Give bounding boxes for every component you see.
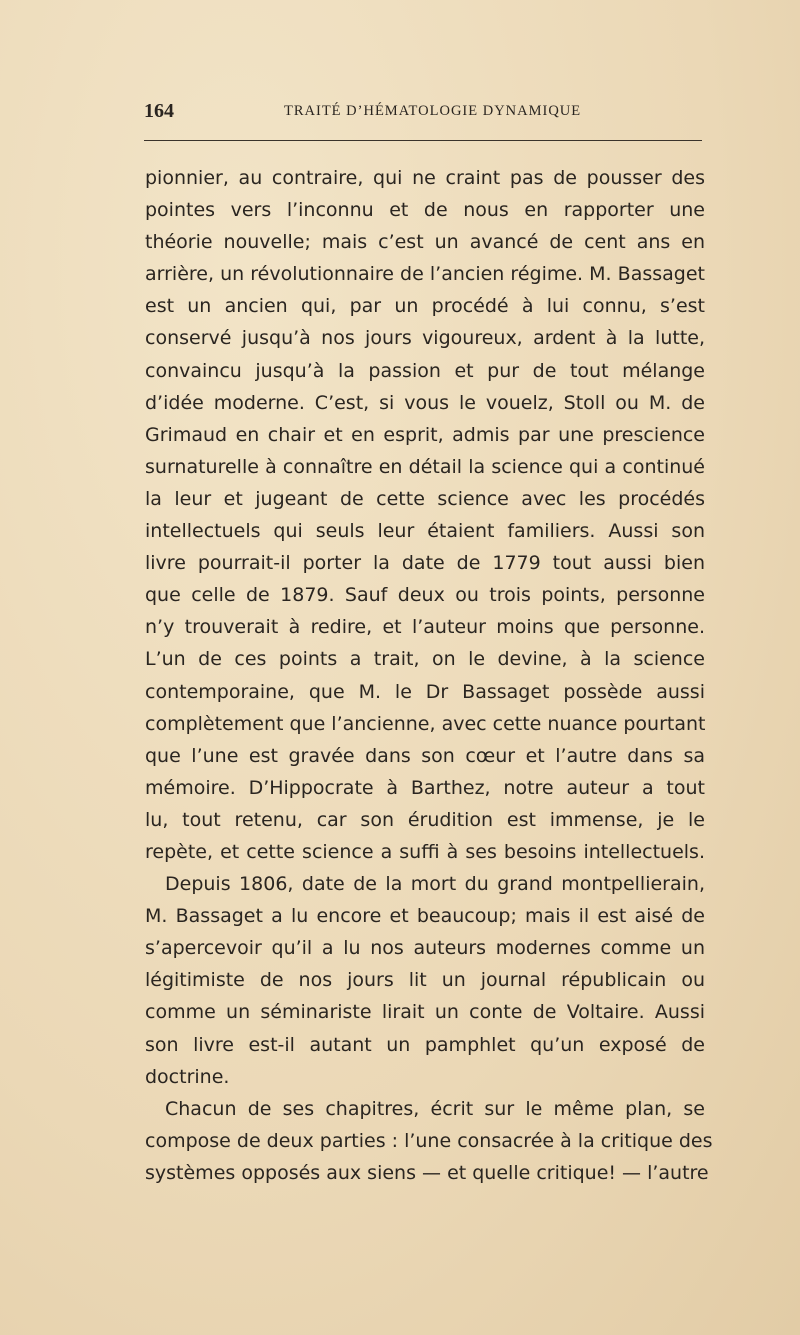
- text-line: s’apercevoir qu’il a lu nos auteurs modernes comme un: [145, 937, 705, 960]
- text-line: surnaturelle à connaître en détail la science qui a continué: [145, 455, 705, 478]
- running-title: TRAITÉ D’HÉMATOLOGIE DYNAMIQUE: [284, 103, 582, 119]
- text-line: livre pourrait-il porter la date de 1779 tout aussi bien: [145, 552, 705, 575]
- text-line: conservé jusqu’à nos jours vigoureux, ardent à la lutte,: [145, 327, 705, 350]
- text-line: mémoire. D’Hippocrate à Barthez, notre auteur a tout: [145, 776, 705, 799]
- text-line: pionnier, au contraire, qui ne craint pas de pousser des: [145, 167, 705, 189]
- text-line: intellectuels qui seuls leur étaient familiers. Aussi son: [145, 520, 705, 543]
- text-line: M. Bassaget a lu encore et beaucoup; mais il est aisé de: [145, 905, 705, 928]
- text-line: compose de deux parties : l’une consacrée à la critique des: [145, 1129, 713, 1152]
- text-line: d’idée moderne. C’est, si vous le vouelz, Stoll ou M. de: [145, 391, 705, 414]
- page-number: 164: [144, 100, 174, 122]
- text-line: doctrine.: [145, 1065, 230, 1088]
- text-line: légitimiste de nos jours lit un journal républicain ou: [145, 969, 705, 992]
- page-header: [144, 100, 702, 132]
- text-line: contemporaine, que M. le Dr Bassaget possède aussi: [145, 680, 705, 703]
- text-line: que celle de 1879. Sauf deux ou trois points, personne: [145, 584, 705, 607]
- text-line: lu, tout retenu, car son érudition est immense, je le: [145, 808, 705, 831]
- text-line: arrière, un révolutionnaire de l’ancien régime. M. Bassaget: [145, 263, 705, 286]
- body-text: [145, 162, 713, 1189]
- text-line: complètement que l’ancienne, avec cette nuance pourtant: [145, 712, 706, 735]
- text-line: Depuis 1806, date de la mort du grand montpellierain,: [165, 873, 705, 896]
- text-line: la leur et jugeant de cette science avec les procédés: [145, 487, 705, 510]
- text-line: systèmes opposés aux siens — et quelle critique! — l’autre: [145, 1161, 709, 1184]
- text-line: comme un séminariste lirait un conte de Voltaire. Aussi: [145, 1001, 705, 1024]
- text-line: que l’une est gravée dans son cœur et l’autre dans sa: [145, 744, 705, 767]
- text-line: convaincu jusqu’à la passion et pur de tout mélange: [145, 359, 705, 382]
- text-line: repète, et cette science a suffi à ses besoins intellectuels.: [145, 840, 705, 863]
- text-line: son livre est-il autant un pamphlet qu’un exposé de: [145, 1033, 705, 1056]
- text-line: pointes vers l’inconnu et de nous en rapporter une: [145, 199, 705, 222]
- text-line: Chacun de ses chapitres, écrit sur le même plan, se: [165, 1097, 705, 1120]
- text-line: Grimaud en chair et en esprit, admis par une prescience: [145, 423, 705, 446]
- text-line: L’un de ces points a trait, on le devine, à la science: [145, 648, 705, 671]
- text-line: théorie nouvelle; mais c’est un avancé de cent ans en: [145, 231, 705, 254]
- text-line: n’y trouverait à redire, et l’auteur moins que personne.: [145, 616, 705, 639]
- text-line: est un ancien qui, par un procédé à lui connu, s’est: [145, 295, 705, 318]
- header-rule: [144, 140, 702, 141]
